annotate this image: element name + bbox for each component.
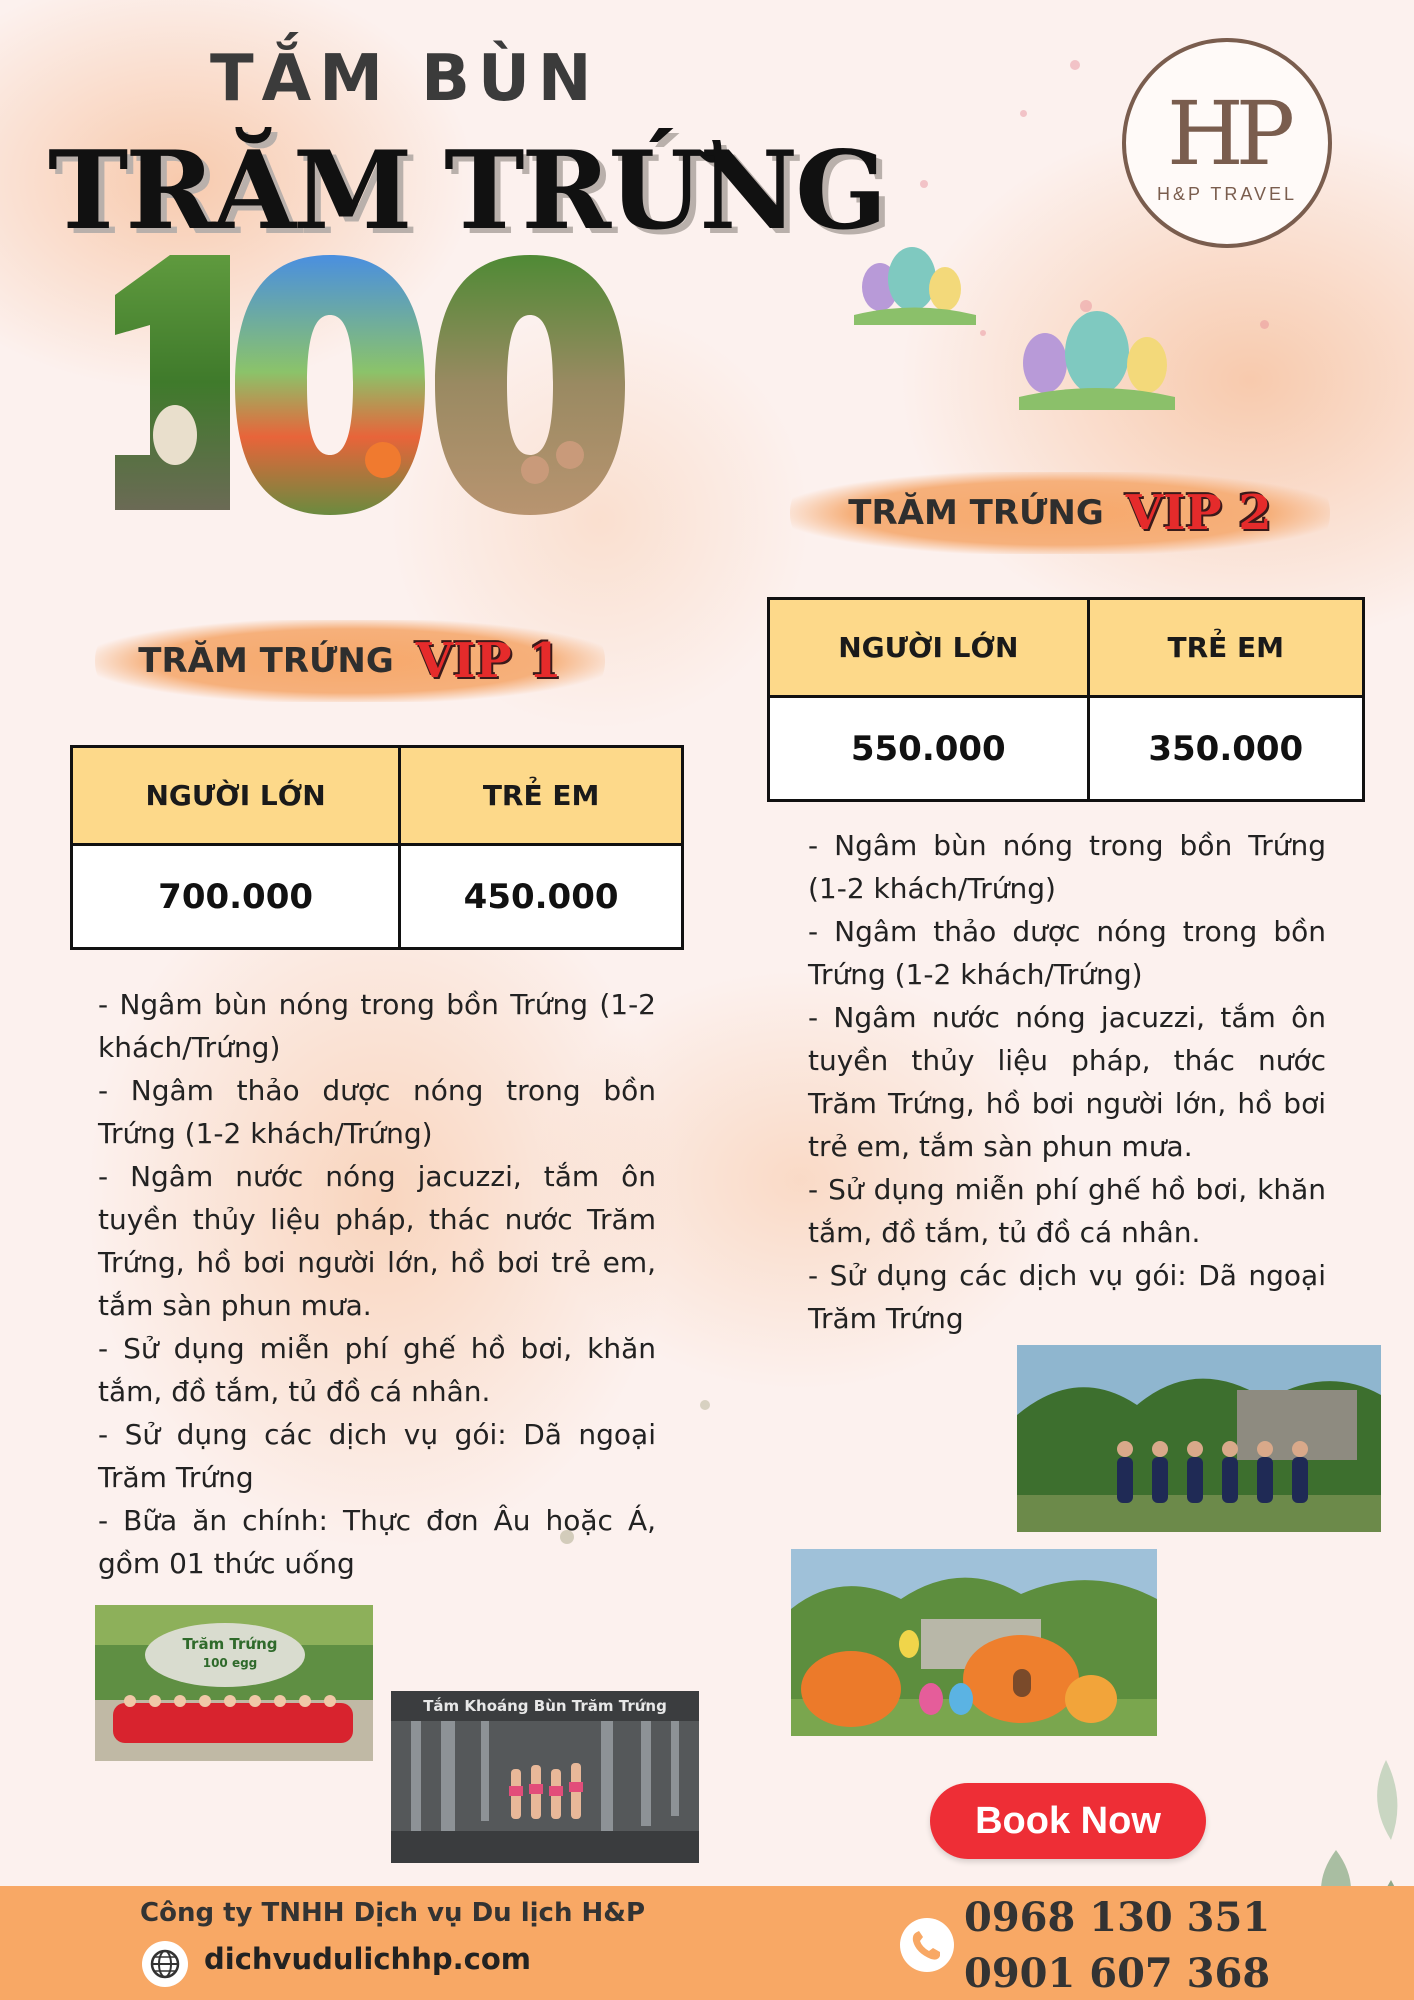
photo-waterfall [391, 1691, 699, 1863]
paint-splatter [1070, 60, 1080, 70]
vip1-label-tier: VIP 1 [415, 633, 562, 689]
list-item: - Sử dụng các dịch vụ gói: Dã ngoại Trăm Trứng [808, 1259, 1326, 1335]
vip2-header-child: TRẺ EM [1088, 599, 1363, 697]
vip1-header-adult: NGƯỜI LỚN [72, 747, 400, 845]
paint-splatter [1260, 320, 1269, 329]
list-item: - Ngâm nước nóng jacuzzi, tắm ôn tuyền thủy liệu pháp, thác nước Trăm Trứng, hồ bơi người lớn, hồ bơi trẻ em, tắm sàn phun mưa. [808, 1001, 1326, 1163]
easter-eggs-icon [850, 245, 980, 325]
phone-number-1[interactable]: 0968 130 351 [964, 1894, 1271, 1941]
paint-splatter [980, 330, 986, 336]
list-item: - Sử dụng các dịch vụ gói: Dã ngoại Trăm Trứng [98, 1418, 656, 1494]
easter-eggs-icon [1015, 305, 1180, 410]
vip1-label [95, 620, 605, 702]
list-item: - Sử dụng miễn phí ghế hồ bơi, khăn tắm, đồ tắm, tủ đồ cá nhân. [98, 1332, 656, 1408]
phone-icon [900, 1918, 954, 1972]
globe-icon [142, 1941, 188, 1987]
vip1-price-child: 450.000 [400, 845, 683, 949]
list-item: - Ngâm bùn nóng trong bồn Trứng (1-2 khách/Trứng) [98, 988, 656, 1064]
photo-entrance-group [95, 1605, 373, 1761]
hundred-photo-number [105, 255, 715, 520]
vip2-price-table [767, 597, 1365, 802]
vip2-price-child: 350.000 [1088, 697, 1363, 801]
list-item: - Ngâm thảo dược nóng trong bồn Trứng (1-2 khách/Trứng) [98, 1074, 656, 1150]
logo-monogram: HP [1167, 82, 1287, 185]
paint-splatter [920, 180, 928, 188]
page-title: TRĂM TRỨNG [48, 128, 885, 254]
vip1-header-child: TRẺ EM [400, 747, 683, 845]
vip2-label [790, 472, 1330, 554]
logo-name: H&P TRAVEL [1156, 184, 1298, 204]
book-now-button[interactable]: Book Now [930, 1783, 1206, 1859]
list-item: - Sử dụng miễn phí ghế hồ bơi, khăn tắm, đồ tắm, tủ đồ cá nhân. [808, 1173, 1326, 1249]
list-item: - Ngâm thảo dược nóng trong bồn Trứng (1-2 khách/Trứng) [808, 915, 1326, 991]
vip2-price-adult: 550.000 [769, 697, 1089, 801]
entrance-sign-text: Trăm Trứng [182, 1635, 278, 1653]
vip1-feature-list [98, 983, 656, 1585]
vip1-price-adult: 700.000 [72, 845, 400, 949]
paint-splatter [700, 1400, 710, 1410]
vip2-label-tier: VIP 2 [1125, 485, 1272, 541]
vip2-feature-list [808, 824, 1326, 1340]
paint-splatter [1020, 110, 1027, 117]
entrance-sign-subtext: 100 egg [202, 1656, 258, 1670]
vip1-label-name: TRĂM TRỨNG [138, 641, 394, 681]
vip2-header-adult: NGƯỜI LỚN [769, 599, 1089, 697]
waterfall-sign-text: Tắm Khoáng Bùn Trăm Trứng [423, 1697, 667, 1715]
list-item: - Ngâm bùn nóng trong bồn Trứng (1-2 khách/Trứng) [808, 829, 1326, 905]
phone-number-2[interactable]: 0901 607 368 [964, 1950, 1271, 1997]
website-link[interactable]: dichvudulichhp.com [204, 1942, 531, 1976]
title-top-line: TẮM BÙN [210, 42, 600, 116]
photo-garden-dancers [1017, 1345, 1381, 1532]
list-item: - Ngâm nước nóng jacuzzi, tắm ôn tuyền thủy liệu pháp, thác nước Trăm Trứng, hồ bơi người lớn, hồ bơi trẻ em, tắm sàn phun mưa. [98, 1160, 656, 1322]
photo-fruit-houses [791, 1549, 1157, 1736]
vip1-price-table [70, 745, 684, 950]
vip2-label-name: TRĂM TRỨNG [848, 493, 1104, 533]
brand-logo[interactable] [1122, 38, 1332, 248]
company-name: Công ty TNHH Dịch vụ Du lịch H&P [140, 1898, 646, 1928]
list-item: - Bữa ăn chính: Thực đơn Âu hoặc Á, gồm 01 thức uống [98, 1504, 656, 1580]
